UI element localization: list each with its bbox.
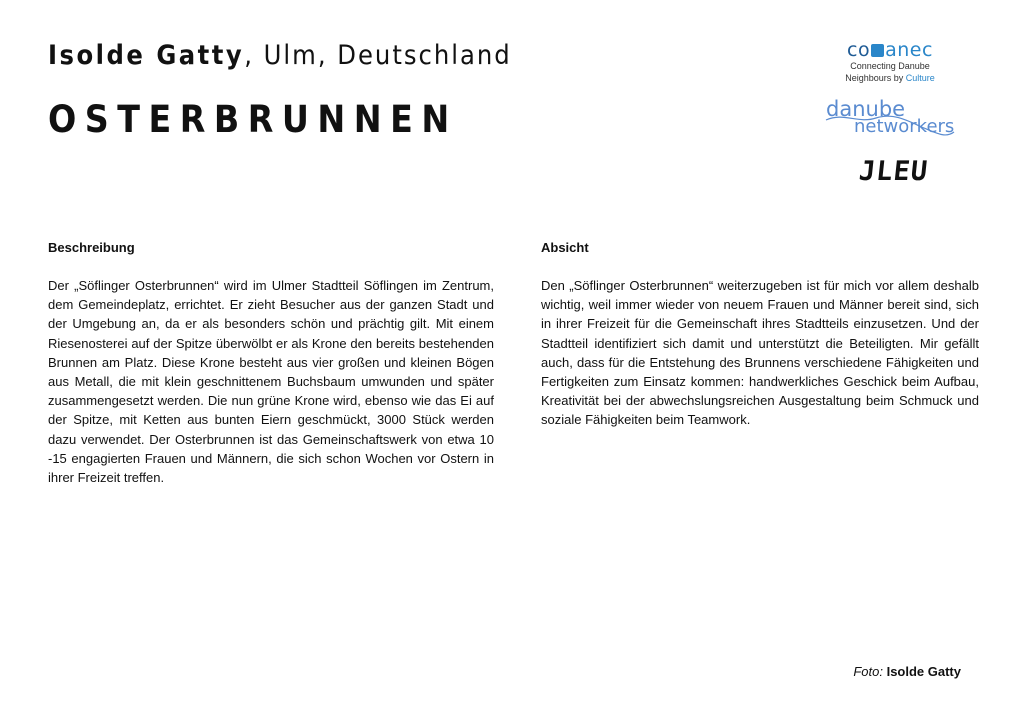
description-text: Der „Söflinger Osterbrunnen“ wird im Ulmer Stadtteil Söflingen im Zentrum, dem Gemeindeplatz, errichtet. Er zieht Besucher aus der ganzen Stadt und der Umgebung an, da er als besonders schön und prächtig gilt. Mit einem Riesenosterei auf der Spitze überwölbt er als Krone den bereits bestehenden Brunnen am Platz. Diese Krone besteht aus vier großen und kleinen Bögen aus Metall, die mit klein geschnittenem Buchsbaum umwunden und später zusammengesetzt werden. Die nun grüne Krone wird, ebenso wie das Ei auf der Spitze, mit Ketten aus bunten Eiern geschmückt, 3000 Stück werden dazu verwendet. Der Osterbrunnen ist das Gemeinschaftswerk von etwa 10 -15 engagierten Frauen und Männern, die sich schon Wochen vor Ostern in ihrer Freizeit treffen. bbox=[48, 278, 494, 486]
page-title: OSTERBRUNNEN bbox=[48, 98, 458, 141]
cobanec-logo bbox=[842, 40, 938, 84]
danube-text: danube bbox=[826, 97, 906, 121]
partner-logos bbox=[820, 38, 960, 198]
author-line bbox=[48, 40, 512, 71]
wave-icon bbox=[871, 44, 884, 57]
description-section bbox=[48, 240, 494, 487]
photo-credit-name: Isolde Gatty bbox=[886, 664, 961, 679]
cobanec-part1: co bbox=[847, 39, 871, 61]
cobanec-tagline2b: Culture bbox=[905, 73, 935, 83]
intention-heading: Absicht bbox=[541, 240, 589, 255]
description-heading: Beschreibung bbox=[48, 240, 135, 255]
jleu-logo: JLEU bbox=[857, 156, 930, 187]
cobanec-tagline1: Connecting Danube bbox=[850, 61, 930, 71]
intention-text: Den „Söflinger Osterbrunnen“ weiterzugeben ist für mich vor allem deshalb wichtig, weil immer wieder von neuem Frauen und Männer bereit sind, sich in ihrer Freizeit für die Gemeinschaft ihres Stadtteils einzusetzen. Und der Stadtteil identifiziert sich damit und unterstützt die Beteiligten. Mir gefällt auch, dass für die Entstehung des Brunnens verschiedene Fähigkeiten und Fertigkeiten zum Einsatz kommen: handwerkliches Geschick beim Aufbau, Kreativität bei der abwechslungsreichen Ausgestaltung beim Schmuck und soziale Fähigkeiten beim Teamwork. bbox=[541, 278, 979, 428]
cobanec-part2: anec bbox=[885, 39, 933, 61]
photo-credit-label: Foto: bbox=[853, 664, 883, 679]
cobanec-tagline2 bbox=[842, 72, 938, 84]
intention-section bbox=[541, 240, 979, 430]
cobanec-tagline2a: Neighbours by bbox=[845, 73, 906, 83]
author-location: , Ulm, Deutschland bbox=[244, 40, 512, 71]
danube-networkers-logo bbox=[824, 98, 956, 144]
cobanec-wordmark bbox=[842, 40, 938, 60]
photo-credit bbox=[853, 664, 961, 679]
author-name: Isolde Gatty bbox=[48, 40, 245, 71]
networkers-text: networkers bbox=[854, 116, 955, 137]
